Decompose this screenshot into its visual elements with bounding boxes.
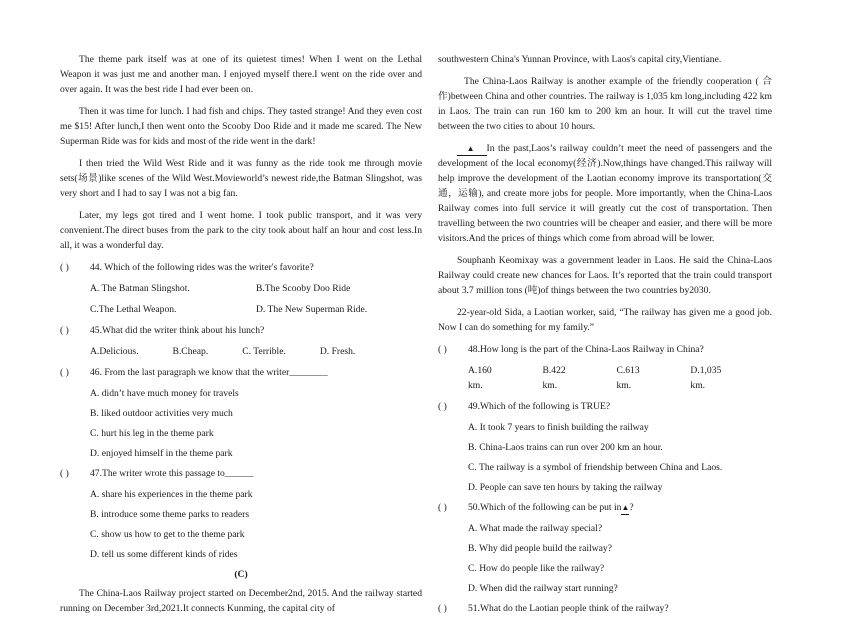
passage-paragraph: Then it was time for lunch. I had fish and chips. They tasted strange! And they even cost me $15! After lunch,I then went onto the Scooby Doo Ride and it made me scared. The New Superman Ride was for kids and most of the ride went in the dark! — [60, 106, 422, 147]
option-b: B. introduce some theme parks to readers — [90, 509, 250, 520]
options-44-row1 — [90, 281, 422, 296]
option-a: A. share his experiences in the theme park — [90, 489, 253, 500]
option-c: C. hurt his leg in the theme park — [90, 428, 214, 439]
question-46 — [60, 365, 422, 380]
question-text: 51.What do the Laotian people think of the railway? — [468, 603, 669, 614]
option-a: A. It took 7 years to finish building the railway — [468, 422, 649, 433]
option-a: A. didn’t have much money for travels — [90, 388, 239, 399]
passage-paragraph: I then tried the Wild West Ride and it was funny as the ride took me through movie sets(场景)like scenes of the Wild West.Movieworld’s newest ride,the Batman Slingshot, was very short and I had to say I was not a big fan. — [60, 158, 422, 199]
answer-blank[interactable]: ( ) — [60, 367, 69, 378]
options-45 — [90, 344, 422, 359]
option-a: A. What made the railway special? — [468, 523, 603, 534]
left-column — [60, 52, 422, 623]
answer-blank[interactable]: ( ) — [438, 603, 447, 614]
question-45 — [60, 323, 422, 338]
fill-in-blank[interactable] — [457, 143, 487, 156]
option-d: D. tell us some different kinds of rides — [90, 549, 238, 560]
blank-paragraph-text: In the past,Laos’s railway couldn’t meet the need of passengers and the development of the local economy(经济).Now,things have changed.This railway will help improve the development of the Laotian economy improve its transportation(交通，运输), and create more jobs for people. More importantly, when the China-Laos Railway comes into full service it will greatly cut the cost of transportation. Then travelling between the two countries will be cheaper and easier, and there will be more visitors.And the prices of things which come from abroad will be lower. — [438, 143, 772, 244]
question-47 — [60, 466, 422, 481]
answer-blank[interactable]: ( ) — [438, 401, 447, 412]
answer-blank[interactable]: ( ) — [60, 468, 69, 479]
question-49 — [438, 399, 772, 414]
passage-paragraph: Souphanh Keomixay was a government leader in Laos. He said the China-Laos Railway could create new chances for Laos. It’s reported that the train could transport about 3.7 million tons (吨)of things between the two countries by2030. — [438, 255, 772, 296]
question-text: 46. From the last paragraph we know that the writer________ — [90, 367, 328, 378]
question-48 — [438, 342, 772, 357]
options-48 — [468, 363, 772, 393]
question-text: 49.Which of the following is TRUE? — [468, 401, 611, 412]
option-a: A.160 km. — [468, 365, 492, 391]
option-d: D. When did the railway start running? — [468, 583, 618, 594]
passage-paragraph: The China-Laos Railway project started on December2nd, 2015. And the railway started running on December 3rd,2021.It connects Kunming, the capital city of — [60, 588, 422, 614]
passage-paragraph: 22-year-old Sida, a Laotian worker, said, “The railway has given me a good job. Now I can do something for my family.” — [438, 307, 772, 333]
answer-blank[interactable]: ( ) — [60, 262, 69, 273]
option-c: C.613 km. — [616, 365, 640, 391]
option-d: D. Fresh. — [319, 346, 356, 357]
right-column — [438, 52, 772, 622]
passage-paragraph: The China-Laos Railway is another example of the friendly cooperation ( 合作)between China and other countries. The railway is 1,035 km long,including 422 km in Laos. The train can run 160 km to 200 km an hour. It will cut the travel time between the two cities to about 10 hours. — [438, 76, 772, 132]
option-d: D. People can save ten hours by taking the railway — [468, 482, 663, 493]
question-text: 47.The writer wrote this passage to______ — [90, 468, 254, 479]
triangle-marker-icon: ▲ — [621, 503, 630, 512]
option-b: B. Why did people build the railway? — [468, 543, 612, 554]
option-d: D. enjoyed himself in the theme park — [90, 448, 233, 459]
question-text-end: ? — [629, 502, 634, 513]
answer-blank[interactable]: ( ) — [438, 344, 447, 355]
question-44 — [60, 260, 422, 275]
option-c: C. How do people like the railway? — [468, 563, 605, 574]
option-b: B.422 km. — [542, 365, 566, 391]
option-b: B. liked outdoor activities very much — [90, 408, 233, 419]
options-44-row2 — [90, 302, 422, 317]
option-d: D. The New Superman Ride. — [256, 304, 368, 315]
triangle-marker-icon: ▲ — [466, 144, 475, 153]
option-c: C. Terrible. — [242, 346, 286, 357]
option-c: C.The Lethal Weapon. — [90, 304, 177, 315]
question-50 — [438, 500, 772, 515]
option-d: D.1,035 km. — [690, 365, 722, 391]
answer-blank[interactable]: ( ) — [438, 502, 447, 513]
option-b: B.The Scooby Doo Ride — [256, 283, 351, 294]
option-b: B.Cheap. — [172, 346, 209, 357]
question-text: 45.What did the writer think about his lunch? — [90, 325, 265, 336]
question-text: 48.How long is the part of the China-Laos Railway in China? — [468, 344, 704, 355]
section-heading: (C) — [234, 569, 248, 580]
question-text: 44. Which of the following rides was the writer's favorite? — [90, 262, 314, 273]
passage-paragraph: southwestern China's Yunnan Province, with Laos's capital city,Vientiane. — [438, 54, 722, 65]
option-a: A. The Batman Slingshot. — [90, 283, 190, 294]
question-51 — [438, 601, 772, 616]
option-c: C. The railway is a symbol of friendship between China and Laos. — [468, 462, 723, 473]
passage-paragraph: Later, my legs got tired and I went home. I took public transport, and it was very convenient.The direct buses from the park to the city took about half an hour and cost less.In all, it was a wonderful day. — [60, 210, 422, 251]
passage-blank-paragraph — [438, 141, 772, 246]
passage-paragraph: The theme park itself was at one of its quietest times! When I went on the Lethal Weapon it was just me and another man. I enjoyed myself there.I went on the ride over and over again. It was the best ride I had ever been on. — [60, 54, 422, 95]
answer-blank[interactable]: ( ) — [60, 325, 69, 336]
option-c: C. show us how to get to the theme park — [90, 529, 245, 540]
option-a: A.Delicious. — [90, 346, 139, 357]
question-text: 50.Which of the following can be put in — [468, 502, 622, 513]
option-b: B. China-Laos trains can run over 200 km an hour. — [468, 442, 663, 453]
